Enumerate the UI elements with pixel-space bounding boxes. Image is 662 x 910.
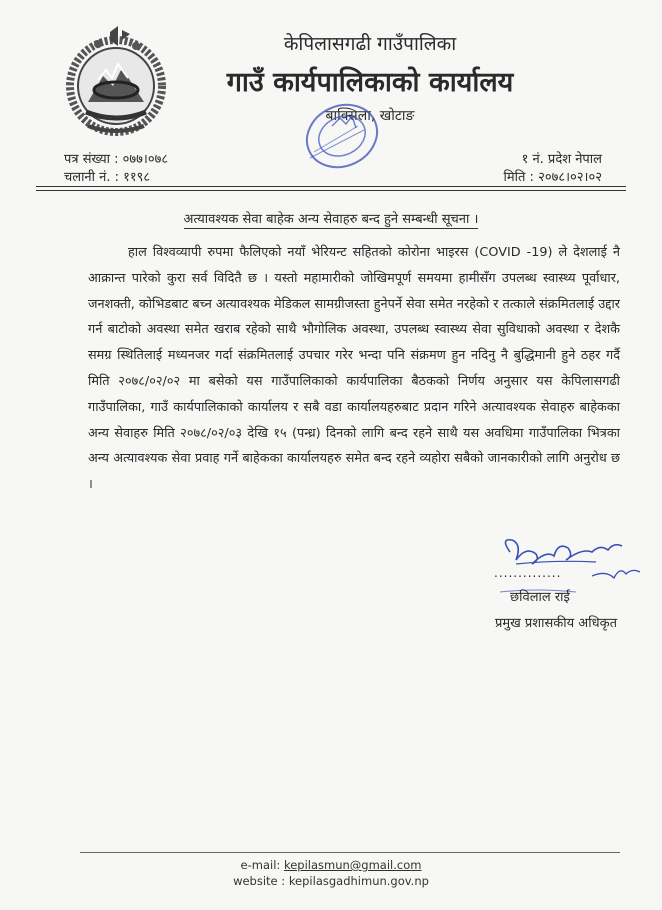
- date-label: मिति :: [503, 170, 534, 185]
- patra-sankhya: [64, 149, 168, 167]
- municipality-name: केपिलासगढी गाउँपालिका: [283, 33, 457, 55]
- signatory-title: प्रमुख प्रशासकीय अधिकृत: [494, 616, 617, 631]
- email-label: e-mail:: [240, 858, 281, 872]
- office-name: गाउँ कार्यपालिकाको कार्यालय: [226, 67, 514, 98]
- letter-date: [503, 167, 602, 185]
- province: १ नं. प्रदेश नेपाल: [521, 152, 602, 167]
- signature-dots: ..............: [494, 566, 562, 580]
- patra-label: पत्र संख्या :: [64, 152, 119, 167]
- date-value: २०७८।०२।०२: [538, 170, 602, 185]
- office-stamp: [288, 96, 388, 180]
- subject-text: अत्यावश्यक सेवा बाहेक अन्य सेवाहरु बन्द हुने सम्बन्धी सूचना ।: [183, 212, 479, 227]
- footer-email: [0, 858, 662, 872]
- footer-divider: [80, 852, 620, 853]
- office-location: बाक्सिला, खोटाङ: [325, 108, 415, 124]
- chalani-number: [64, 167, 150, 185]
- signatory-name: छविलाल राई: [510, 590, 570, 605]
- notice-body: हाल विश्वव्यापी रुपमा फैलिएको नयाँ भेरियन्ट सहितको कोरोना भाइरस (COVID -19) ले देशलाई नै आक्रान्त पारेको कुरा सर्व विदितै छ । यस्तो महामारीको जोखिमपूर्ण समयमा हामीसँग उपलब्ध स्वास्थ्य पूर्वाधार, जनशक्ती, कोभिडबाट बच्न अत्यावश्यक मेडिकल सामग्रीजस्ता हुनेपर्ने सेवा समेत नरहेको र तत्काले संक्रमितलाई उद्दार गर्न बाटोको अवस्था समेत खराब रहेको साथै भौगोलिक अवस्था, उपलब्ध स्वास्थ्य सेवा सुविधाको अवस्था र देशकै समग्र स्थितिलाई मध्यनजर गर्दा संक्रमितलाई उपचार गरेर भन्दा पनि संक्रमण हुन नदिनु नै बुद्धिमानी हुने ठहर गर्दै मिति २०७८/०२/०२ मा बसेको यस गाउँपालिकाको कार्यपालिका बैठकको निर्णय अनुसार यस केपिलासगढी गाउँपालिका, गाउँ कार्यपालिकाको कार्यालय र सबै वडा कार्यालयहरुबाट प्रदान गरिने अत्यावश्यक सेवाहरु बाहेकका अन्य सेवाहरु मिति २०७८/०२/०३ देखि १५ (पन्ध्र) दिनको लागि बन्द रहने साथै यस अवधिमा गाउँपालिका भित्रका अन्य अत्यावश्यक सेवा प्रवाह गर्ने बाहेकका कार्यालयहरु समेत बन्द रहने व्यहोरा सबैको जानकारीको लागि अनुरोध छ ।: [88, 245, 620, 493]
- chalani-label: चलानी नं. :: [64, 170, 120, 185]
- header-divider-2: [36, 190, 626, 191]
- patra-value: ०७७।०७८: [122, 152, 169, 167]
- website-label: website :: [233, 874, 286, 888]
- header-divider: [36, 186, 626, 187]
- footer-website: [0, 874, 662, 888]
- notice-subject: [0, 209, 662, 227]
- chalani-value: ११९८: [123, 170, 151, 185]
- website-link[interactable]: kepilasgadhimun.gov.np: [288, 874, 429, 888]
- email-link[interactable]: kepilasmun@gmail.com: [283, 858, 422, 872]
